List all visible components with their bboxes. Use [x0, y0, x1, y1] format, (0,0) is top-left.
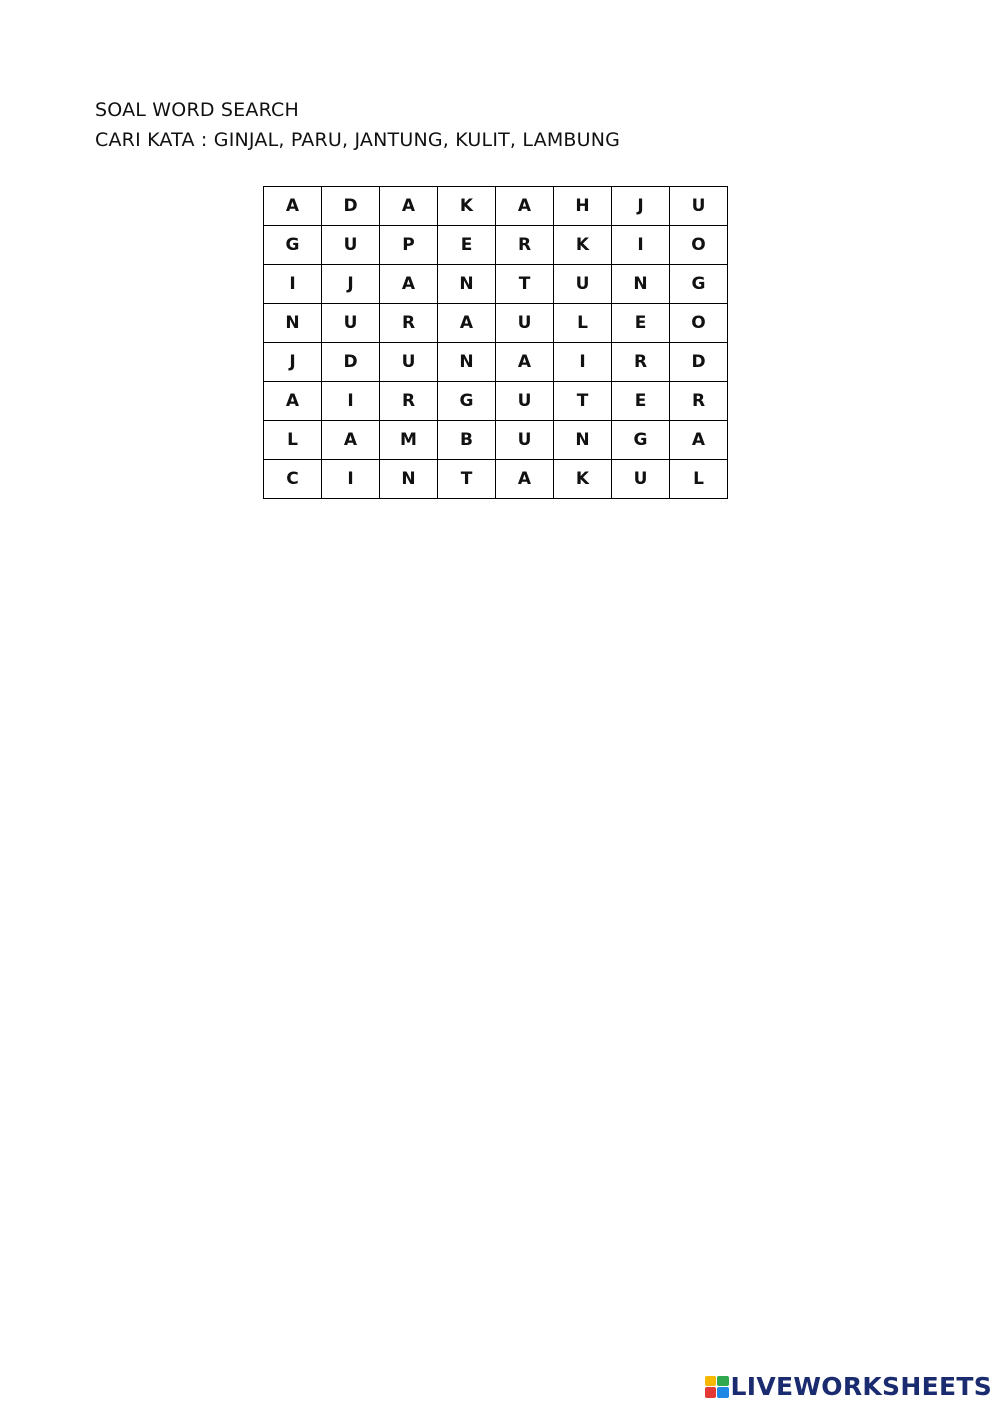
grid-cell[interactable]: K	[438, 187, 496, 226]
grid-cell[interactable]: C	[264, 460, 322, 499]
grid-row	[264, 226, 728, 265]
grid-cell[interactable]: G	[670, 265, 728, 304]
grid-cell[interactable]: R	[380, 382, 438, 421]
grid-cell[interactable]: E	[612, 304, 670, 343]
grid-cell[interactable]: R	[496, 226, 554, 265]
grid-cell[interactable]: U	[670, 187, 728, 226]
grid-cell[interactable]: K	[554, 226, 612, 265]
grid-cell[interactable]: A	[496, 187, 554, 226]
grid-cell[interactable]: N	[438, 343, 496, 382]
grid-cell[interactable]: U	[322, 304, 380, 343]
grid-cell[interactable]: A	[380, 265, 438, 304]
grid-cell[interactable]: I	[264, 265, 322, 304]
grid-row	[264, 343, 728, 382]
liveworksheets-logo-icon	[705, 1376, 729, 1398]
grid-cell[interactable]: U	[496, 382, 554, 421]
logo-square	[705, 1387, 717, 1398]
grid-cell[interactable]: D	[322, 187, 380, 226]
grid-row	[264, 187, 728, 226]
grid-cell[interactable]: A	[264, 382, 322, 421]
brand-name: LIVEWORKSHEETS	[730, 1372, 992, 1401]
grid-cell[interactable]: N	[264, 304, 322, 343]
grid-cell[interactable]: E	[438, 226, 496, 265]
grid-cell[interactable]: D	[322, 343, 380, 382]
grid-cell[interactable]: L	[554, 304, 612, 343]
grid-cell[interactable]: O	[670, 226, 728, 265]
grid-cell[interactable]: U	[496, 304, 554, 343]
grid-cell[interactable]: I	[612, 226, 670, 265]
grid-cell[interactable]: G	[438, 382, 496, 421]
grid-cell[interactable]: J	[322, 265, 380, 304]
grid-cell[interactable]: N	[612, 265, 670, 304]
grid-cell[interactable]: A	[438, 304, 496, 343]
grid-cell[interactable]: A	[322, 421, 380, 460]
grid-cell[interactable]: G	[264, 226, 322, 265]
grid-cell[interactable]: A	[496, 460, 554, 499]
grid-cell[interactable]: I	[554, 343, 612, 382]
grid-cell[interactable]: L	[264, 421, 322, 460]
grid-cell[interactable]: G	[612, 421, 670, 460]
grid-cell[interactable]: M	[380, 421, 438, 460]
grid-cell[interactable]: R	[670, 382, 728, 421]
grid-row	[264, 460, 728, 499]
logo-square	[717, 1376, 729, 1387]
grid-cell[interactable]: R	[380, 304, 438, 343]
grid-cell[interactable]: A	[496, 343, 554, 382]
grid-cell[interactable]: A	[670, 421, 728, 460]
grid-cell[interactable]: H	[554, 187, 612, 226]
grid-cell[interactable]: J	[612, 187, 670, 226]
logo-square	[705, 1376, 717, 1387]
logo-square	[717, 1387, 729, 1398]
grid-cell[interactable]: U	[496, 421, 554, 460]
grid-row	[264, 382, 728, 421]
word-search-grid	[263, 186, 728, 499]
grid-cell[interactable]: T	[496, 265, 554, 304]
grid-cell[interactable]: N	[380, 460, 438, 499]
grid-cell[interactable]: I	[322, 460, 380, 499]
grid-cell[interactable]: O	[670, 304, 728, 343]
grid-cell[interactable]: N	[438, 265, 496, 304]
grid-cell[interactable]: P	[380, 226, 438, 265]
grid-row	[264, 304, 728, 343]
grid-cell[interactable]: A	[380, 187, 438, 226]
grid-cell[interactable]: T	[554, 382, 612, 421]
worksheet-instruction: CARI KATA : GINJAL, PARU, JANTUNG, KULIT, LAMBUNG	[95, 129, 621, 151]
grid-cell[interactable]: N	[554, 421, 612, 460]
grid-cell[interactable]: E	[612, 382, 670, 421]
grid-cell[interactable]: I	[322, 382, 380, 421]
grid-cell[interactable]: T	[438, 460, 496, 499]
liveworksheets-branding	[705, 1372, 992, 1401]
grid-cell[interactable]: R	[612, 343, 670, 382]
grid-cell[interactable]: U	[554, 265, 612, 304]
grid-cell[interactable]: D	[670, 343, 728, 382]
worksheet-title: SOAL WORD SEARCH	[95, 99, 299, 121]
grid-row	[264, 421, 728, 460]
grid-cell[interactable]: B	[438, 421, 496, 460]
grid-cell[interactable]: U	[322, 226, 380, 265]
grid-row	[264, 265, 728, 304]
grid-cell[interactable]: U	[380, 343, 438, 382]
grid-cell[interactable]: J	[264, 343, 322, 382]
grid-cell[interactable]: U	[612, 460, 670, 499]
grid-cell[interactable]: L	[670, 460, 728, 499]
grid-cell[interactable]: A	[264, 187, 322, 226]
grid-cell[interactable]: K	[554, 460, 612, 499]
